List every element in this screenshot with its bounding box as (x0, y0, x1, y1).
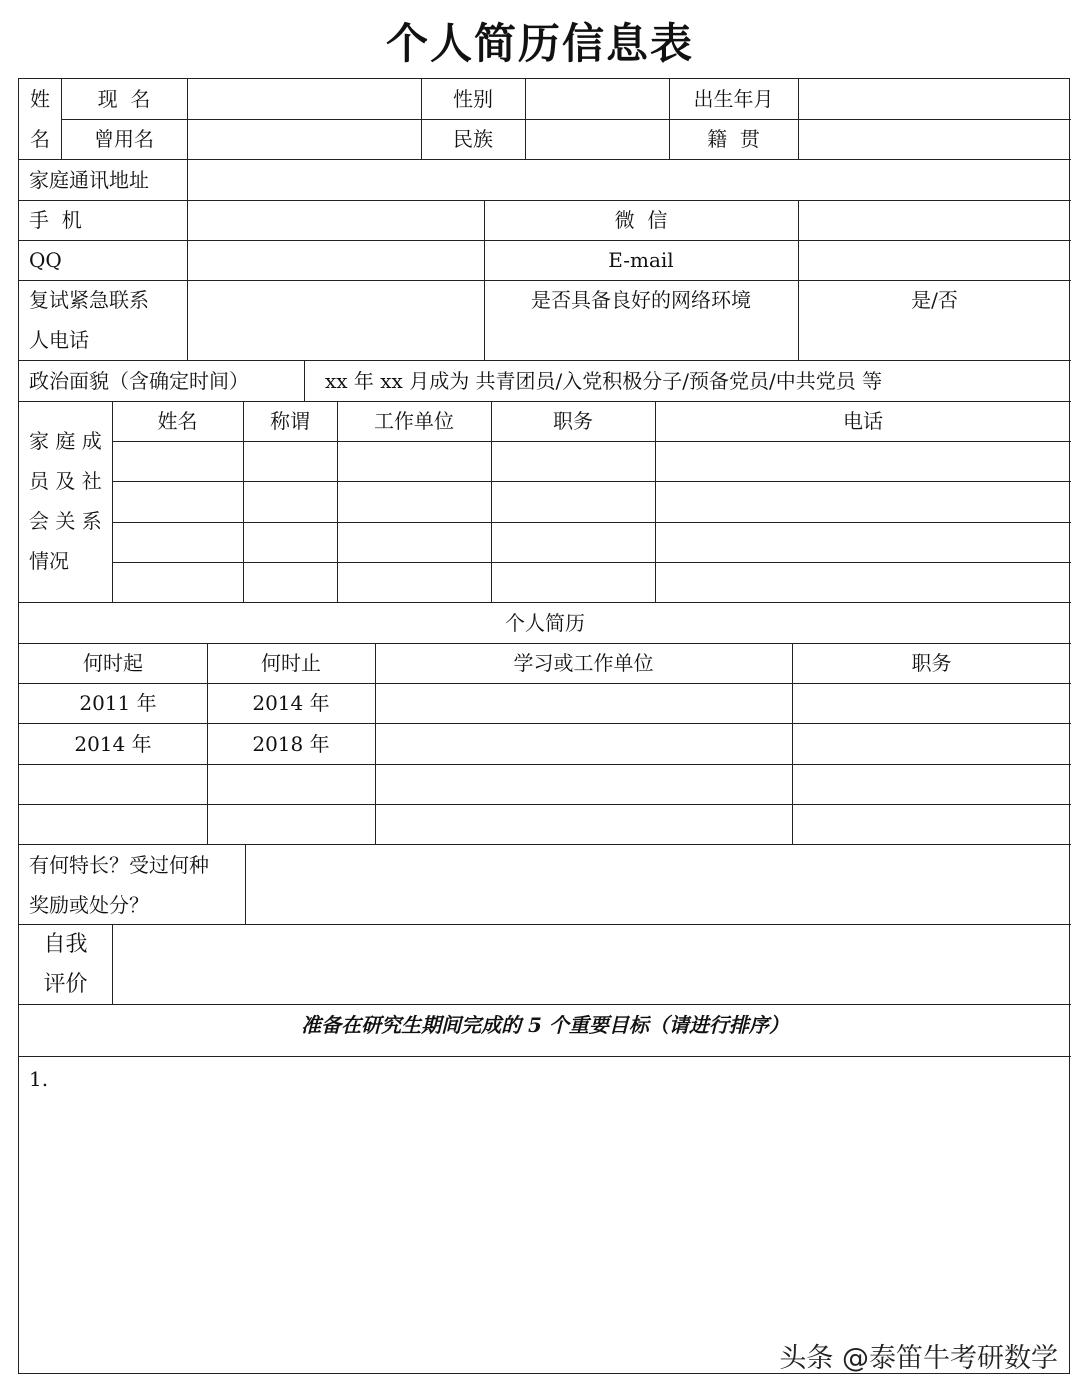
network-label: 是否具备良好的网络环境 (531, 288, 751, 312)
specialty-label-line2: 奖励或处分？ (29, 893, 149, 917)
resume-form-table (18, 78, 1070, 1374)
goals-title: 准备在研究生期间完成的 5 个重要目标（请进行排序） (301, 1013, 789, 1037)
family-label-line: 员 及 社 (29, 469, 102, 493)
wechat-label: 微 信 (614, 208, 668, 232)
family-label-line: 情况 (29, 549, 69, 573)
resume-row-from: 2014 年 (74, 732, 152, 756)
page-title: 个人简历信息表 (385, 19, 694, 68)
family-header-relation: 称谓 (270, 409, 310, 433)
family-header-position: 职务 (553, 409, 593, 433)
emergency-label-line2: 人电话 (29, 328, 89, 352)
specialty-label-line1: 有何特长？受过何种 (29, 853, 209, 877)
resume-row-from: 2011 年 (79, 691, 157, 715)
resume-header-position: 职务 (911, 651, 952, 675)
resume-header-from: 何时起 (83, 651, 143, 675)
family-label-line: 家 庭 成 (29, 429, 102, 453)
phone-label: 手 机 (29, 208, 82, 232)
political-label: 政治面貌（含确定时间） (29, 369, 249, 393)
name-label-bottom: 名 (30, 127, 50, 151)
goal-item-1: 1. (29, 1067, 49, 1091)
name-label-top: 姓 (30, 87, 50, 111)
resume-row-to: 2014 年 (252, 691, 330, 715)
ethnicity-label: 民族 (453, 127, 493, 151)
resume-header-to: 何时止 (261, 651, 321, 675)
resume-section-title: 个人简历 (505, 611, 585, 635)
gender-label: 性别 (453, 87, 493, 111)
family-header-name: 姓名 (157, 409, 198, 433)
address-label: 家庭通讯地址 (29, 168, 149, 192)
network-value: 是/否 (911, 288, 958, 312)
self-eval-label-line2: 评价 (43, 972, 88, 997)
email-label: E-mail (608, 248, 674, 272)
resume-row-to: 2018 年 (252, 732, 330, 756)
family-label-line: 会 关 系 (29, 509, 102, 533)
family-section-label (29, 421, 109, 581)
current-name-label: 现 名 (97, 87, 151, 111)
former-name-label: 曾用名 (94, 127, 154, 151)
native-place-label: 籍 贯 (707, 127, 760, 151)
emergency-label-line1: 复试紧急联系 (29, 288, 149, 312)
birth-label: 出生年月 (693, 87, 774, 111)
family-header-employer: 工作单位 (374, 409, 454, 433)
family-header-phone: 电话 (843, 409, 883, 433)
self-eval-label-line1: 自我 (43, 932, 88, 957)
political-value: xx 年 xx 月成为 共青团员/入党积极分子/预备党员/中共党员 等 (325, 369, 883, 393)
qq-label: QQ (29, 248, 62, 272)
watermark: 头条 @泰笛牛考研数学 (779, 1343, 1058, 1374)
resume-header-unit: 学习或工作单位 (513, 651, 654, 675)
